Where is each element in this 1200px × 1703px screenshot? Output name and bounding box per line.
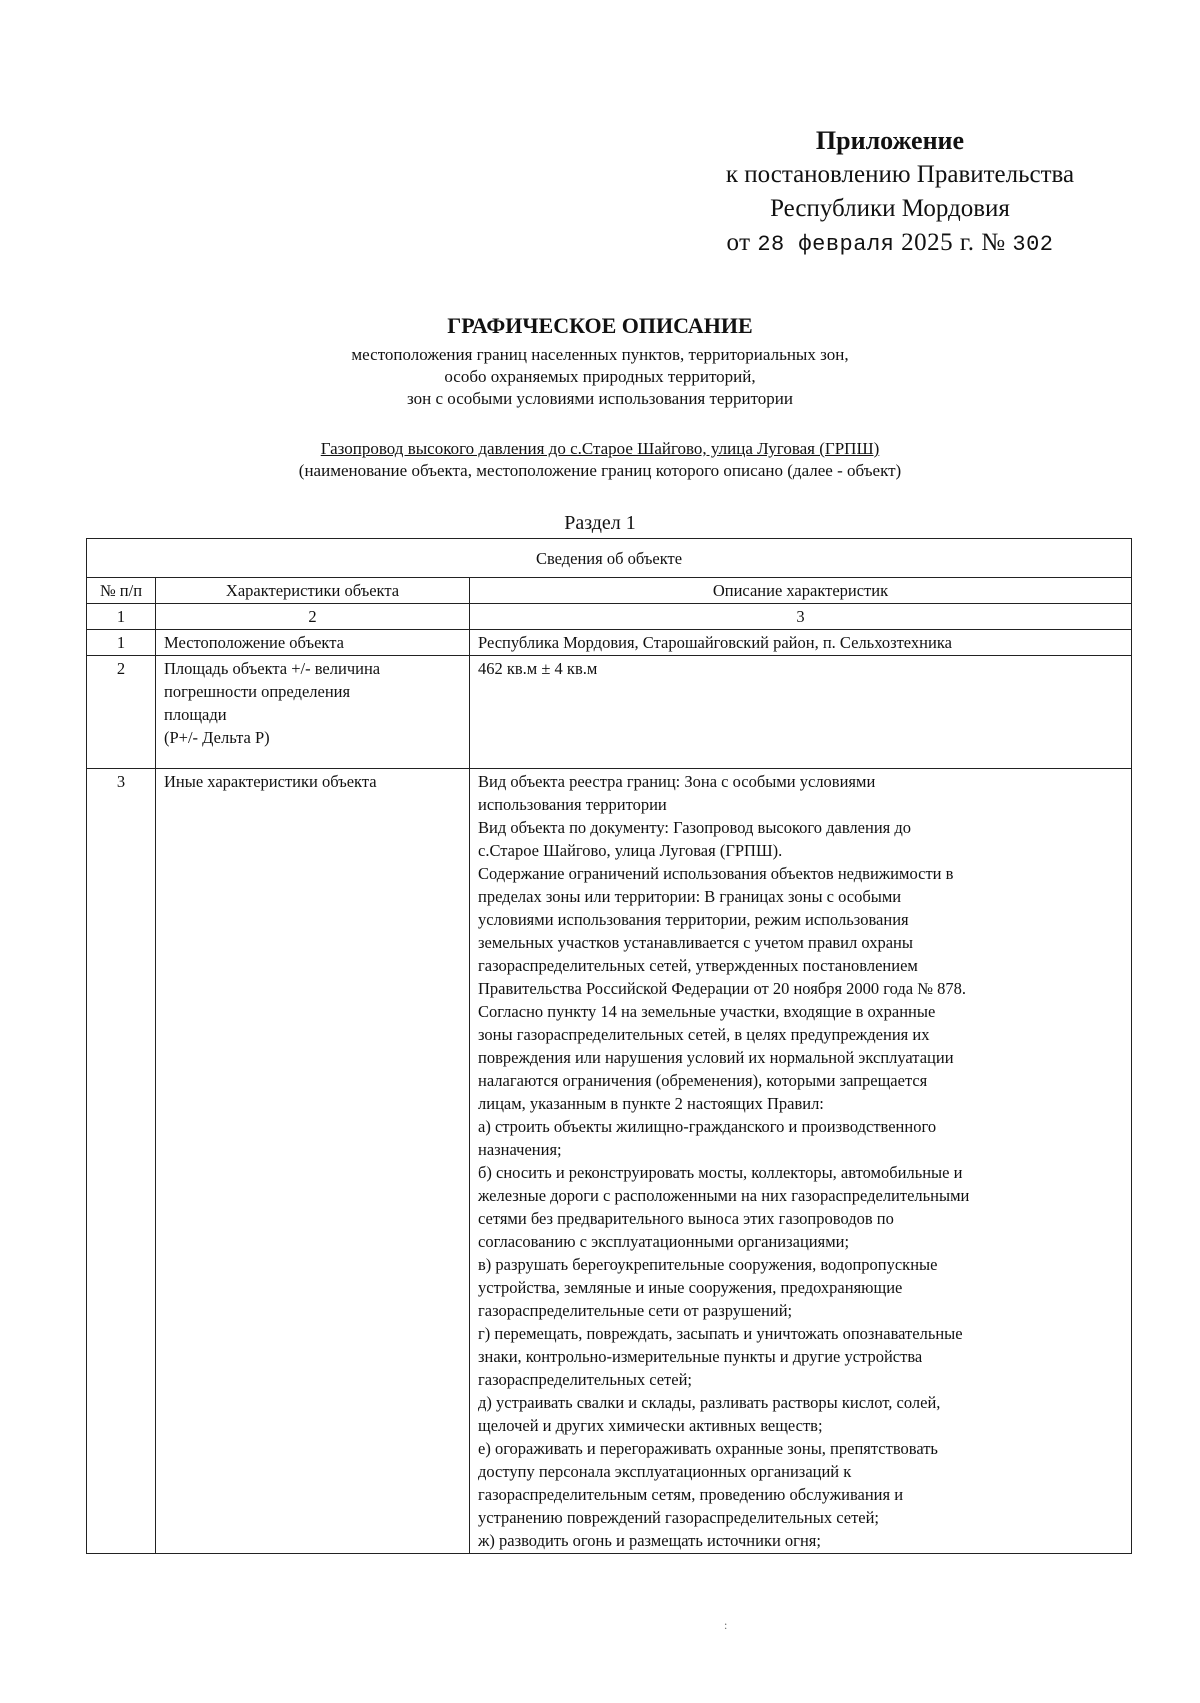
description-line: а) строить объекты жилищно-гражданского и производственного xyxy=(478,1117,937,1136)
description-line: согласованию с эксплуатационными организациями; xyxy=(478,1232,850,1251)
document-subtitle xyxy=(0,344,1200,410)
row-number: 1 xyxy=(87,630,156,656)
scan-mark: : xyxy=(724,1618,728,1632)
description-line: Согласно пункту 14 на земельные участки, входящие в охранные xyxy=(478,1002,936,1021)
subtitle-line: зон с особыми условиями использования территории xyxy=(407,389,793,408)
object-info-table xyxy=(86,538,1132,1554)
table-row xyxy=(87,630,1132,656)
row-description xyxy=(470,656,1132,769)
header-description: Описание характеристик xyxy=(470,578,1132,604)
description-line: повреждения или нарушения условий их нормальной эксплуатации xyxy=(478,1048,954,1067)
characteristic-line: погрешности определения xyxy=(164,682,351,701)
characteristic-line: Местоположение объекта xyxy=(164,633,344,652)
description-line: газораспределительные сети от разрушений; xyxy=(478,1301,793,1320)
table-body xyxy=(87,630,1132,1554)
table-header-row xyxy=(87,578,1132,604)
date-day-month: 28 февраля xyxy=(757,232,895,257)
description-line: условиями использования территории, режим использования xyxy=(478,910,909,929)
row-characteristic xyxy=(156,656,470,769)
description-line: зоны газораспределительных сетей, в целях предупреждения их xyxy=(478,1025,930,1044)
document-title: ГРАФИЧЕСКОЕ ОПИСАНИЕ xyxy=(447,313,753,338)
characteristic-line: (Р+/- Дельта Р) xyxy=(164,728,270,747)
column-number: 1 xyxy=(87,604,156,630)
header-characteristic: Характеристики объекта xyxy=(156,578,470,604)
column-number: 2 xyxy=(156,604,470,630)
column-number: 3 xyxy=(470,604,1132,630)
description-line: е) огораживать и перегораживать охранные зоны, препятствовать xyxy=(478,1439,938,1458)
object-name-block xyxy=(0,438,1200,482)
section-label: Раздел 1 xyxy=(564,512,636,534)
table-caption-row xyxy=(87,539,1132,578)
description-line: пределах зоны или территории: В границах зоны с особыми xyxy=(478,887,902,906)
description-line: в) разрушать берегоукрепительные сооружения, водопропускные xyxy=(478,1255,938,1274)
row-number: 2 xyxy=(87,656,156,769)
subtitle-line: местоположения границ населенных пунктов, территориальных зон, xyxy=(351,345,849,364)
description-line: земельных участков устанавливается с учетом правил охраны xyxy=(478,933,913,952)
description-line: знаки, контрольно-измерительные пункты и другие устройства xyxy=(478,1347,923,1366)
description-line: газораспределительных сетей; xyxy=(478,1370,693,1389)
row-description xyxy=(470,769,1132,1554)
appendix-republic-line: Республики Мордовия xyxy=(770,195,1010,222)
row-characteristic xyxy=(156,630,470,656)
description-line: лицам, указанным в пункте 2 настоящих Правил: xyxy=(478,1094,824,1113)
description-line: газораспределительным сетям, проведению обслуживания и xyxy=(478,1485,904,1504)
resolution-number: 302 xyxy=(1012,232,1054,257)
characteristic-line: площади xyxy=(164,705,227,724)
description-line: б) сносить и реконструировать мосты, коллекторы, автомобильные и xyxy=(478,1163,963,1182)
description-line: устройства, земляные и иные сооружения, предохраняющие xyxy=(478,1278,903,1297)
row-description xyxy=(470,630,1132,656)
table-row xyxy=(87,769,1132,1554)
description-line: железные дороги с расположенными на них газораспределительными xyxy=(478,1186,970,1205)
appendix-resolution-line: к постановлению Правительства xyxy=(725,161,1075,188)
description-line: щелочей и других химически активных веществ; xyxy=(478,1416,823,1435)
appendix-title: Приложение xyxy=(815,126,965,155)
header-number: № п/п xyxy=(87,578,156,604)
description-line: Содержание ограничений использования объектов недвижимости в xyxy=(478,864,954,883)
subtitle-line: особо охраняемых природных территорий, xyxy=(444,367,756,386)
description-line: Правительства Российской Федерации от 20 ноября 2000 года № 878. xyxy=(478,979,966,998)
description-line: 462 кв.м ± 4 кв.м xyxy=(478,659,598,678)
description-line: газораспределительных сетей, утвержденных постановлением xyxy=(478,956,918,975)
description-line: ж) разводить огонь и размещать источники огня; xyxy=(478,1531,821,1550)
description-line: устранению повреждений газораспределительных сетей; xyxy=(478,1508,880,1527)
object-caption: (наименование объекта, местоположение границ которого описано (далее - объект) xyxy=(298,461,902,480)
appendix-date-line xyxy=(600,226,1180,262)
description-line: с.Старое Шайгово, улица Луговая (ГРПШ). xyxy=(478,841,783,860)
description-line: г) перемещать, повреждать, засыпать и уничтожать опознавательные xyxy=(478,1324,963,1343)
description-line: налагаются ограничения (обременения), которыми запрещается xyxy=(478,1071,928,1090)
description-line: Вид объекта реестра границ: Зона с особыми условиями xyxy=(478,772,876,791)
description-line: д) устраивать свалки и склады, разливать растворы кислот, солей, xyxy=(478,1393,941,1412)
table-column-numbers-row xyxy=(87,604,1132,630)
description-line: Вид объекта по документу: Газопровод высокого давления до xyxy=(478,818,912,837)
description-line: доступу персонала эксплуатационных организаций к xyxy=(478,1462,852,1481)
row-characteristic xyxy=(156,769,470,1554)
number-sign: № xyxy=(981,229,1006,256)
description-line: назначения; xyxy=(478,1140,562,1159)
description-line: Республика Мордовия, Старошайговский район, п. Сельхозтехника xyxy=(478,633,952,652)
date-year: 2025 г. xyxy=(901,229,975,256)
table-row xyxy=(87,656,1132,769)
row-number: 3 xyxy=(87,769,156,1554)
object-title: Газопровод высокого давления до с.Старое Шайгово, улица Луговая (ГРПШ) xyxy=(320,439,880,458)
date-prefix: от xyxy=(726,229,751,256)
description-line: сетями без предварительного выноса этих газопроводов по xyxy=(478,1209,894,1228)
description-line: использования территории xyxy=(478,795,667,814)
characteristic-line: Иные характеристики объекта xyxy=(164,772,377,791)
table-caption: Сведения об объекте xyxy=(87,539,1132,578)
appendix-block xyxy=(600,124,1180,262)
characteristic-line: Площадь объекта +/- величина xyxy=(164,659,381,678)
